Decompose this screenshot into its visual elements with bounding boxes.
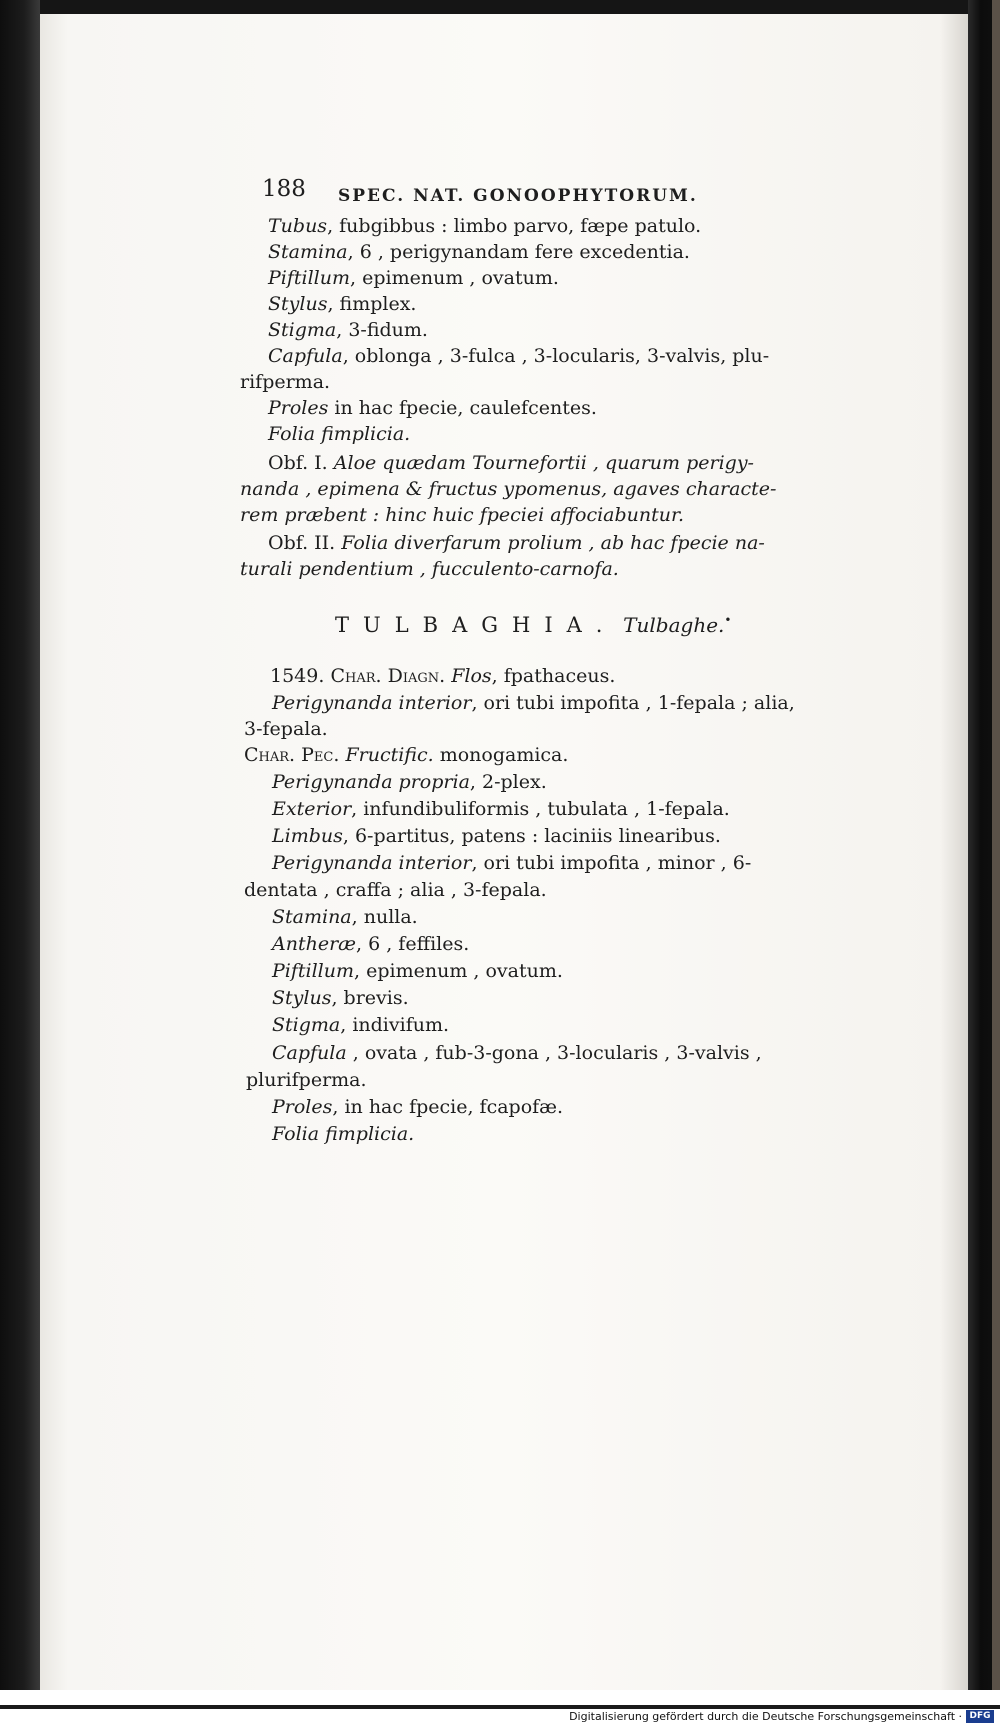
text-line: Antheræ, 6 , feffiles. [272,933,470,955]
text-line: Stamina, 6 , perigynandam fere excedentia. [268,241,690,263]
page-number: 188 [262,176,306,202]
text-line: Piftillum, epimenum , ovatum. [272,960,563,982]
observation-two: Obf. II. Folia diverfarum prolium , ab hac fpecie na- [268,532,765,554]
scan-top-border [0,0,1000,14]
book-edge [992,0,1000,1690]
observation-one-line-3: rem præbent : hinc huic fpeciei affociabuntur. [240,504,685,526]
scan-left-border [0,0,40,1690]
species-number-line: 1549. Char. Diagn. Flos, fpathaceus. [270,665,616,687]
char-pec-line: Char. Pec. Fructific. monogamica. [244,744,569,766]
text-line: Stigma, indivifum. [272,1014,450,1036]
observation-one: Obf. I. Aloe quædam Tournefortii , quarum perigy- [268,452,754,474]
text-line: Stigma, 3-fidum. [268,319,428,341]
text-line: Proles, in hac fpecie, fcapofæ. [272,1096,564,1118]
running-title: SPEC. NAT. GONOOPHYTORUM. [338,186,698,206]
text-line: Proles in hac fpecie, caulefcentes. [268,397,597,419]
text-line: Capfula, oblonga , 3-fulca , 3-locularis, 3-valvis, plu- [268,345,770,367]
observation-two-line-2: turali pendentium , fucculento-carnofa. [240,558,619,580]
text-line: Limbus, 6-partitus, patens : laciniis linearibus. [272,825,721,847]
text-line: Stylus, fimplex. [268,293,417,315]
text-line: Capfula , ovata , fub-3-gona , 3-locularis , 3-valvis , [272,1042,762,1064]
text-line: Perigynanda propria, 2-plex. [272,771,547,793]
text-line: Exterior, infundibuliformis , tubulata , 1-fepala. [272,798,730,820]
observation-one-line-2: nanda , epimena & fructus ypomenus, agaves characte- [240,478,777,500]
text-line: plurifperma. [246,1069,367,1091]
text-line: Folia fimplicia. [268,423,411,445]
text-line: Stamina, nulla. [272,906,418,928]
text-line: Folia fimplicia. [272,1123,415,1145]
text-line: rifperma. [240,371,331,393]
text-line: Piftillum, epimenum , ovatum. [268,267,559,289]
text-line: Tubus, fubgibbus : limbo parvo, fæpe patulo. [268,215,702,237]
text-line: Perigynanda interior, ori tubi impofita , 1-fepala ; alia, [272,692,795,714]
text-line: Stylus, brevis. [272,987,409,1009]
text-line: 3-fepala. [244,718,328,740]
dfg-logo: DFG [966,1710,994,1723]
text-line: dentata , craffa ; alia , 3-fepala. [244,879,547,901]
digitization-credit: Digitalisierung gefördert durch die Deutsche Forschungsgemeinschaft · [569,1710,962,1723]
text-line: Perigynanda interior, ori tubi impofita , minor , 6- [272,852,752,874]
genus-heading: TULBAGHIA. Tulbaghe.• [335,613,732,637]
